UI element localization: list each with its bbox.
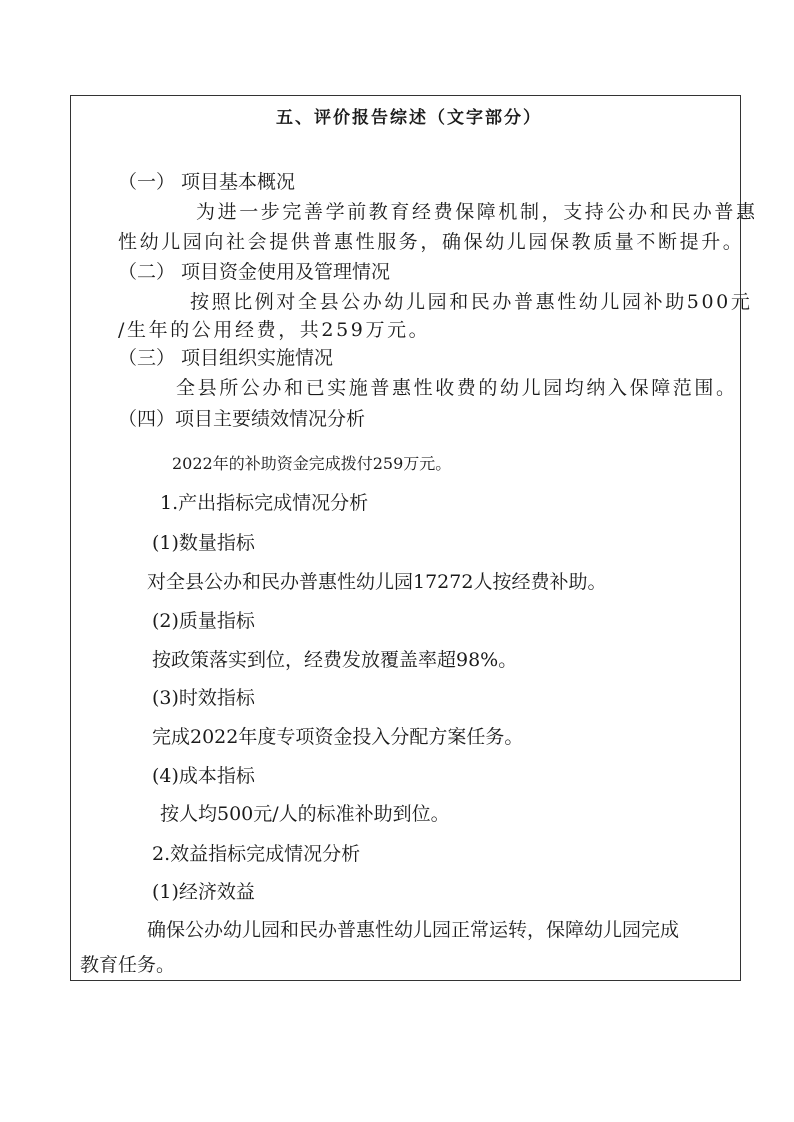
paragraph-implementation: 全县所公办和已实施普惠性收费的幼儿园均纳入保障范围。	[176, 377, 738, 399]
heading-performance: （四）项目主要绩效情况分析	[118, 408, 366, 430]
heading-quality-indicator: (2)质量指标	[152, 610, 255, 632]
text-quality-indicator: 按政策落实到位，经费发放覆盖率超98%。	[152, 649, 518, 671]
paragraph-fund-line2: /生年的公用经费，共259万元。	[118, 319, 431, 341]
heading-quantity-indicator: (1)数量指标	[152, 532, 255, 554]
heading-cost-indicator: (4)成本指标	[152, 765, 255, 787]
heading-fund-usage: （二） 项目资金使用及管理情况	[118, 261, 391, 283]
heading-output-indicators: 1.产出指标完成情况分析	[160, 492, 369, 514]
frame-top-border	[70, 95, 741, 96]
heading-timeliness-indicator: (3)时效指标	[152, 687, 255, 709]
text-timeliness-indicator: 完成2022年度专项资金投入分配方案任务。	[152, 726, 524, 748]
paragraph-economic-line2: 教育任务。	[80, 954, 176, 976]
text-cost-indicator: 按人均500元/人的标准补助到位。	[160, 803, 450, 825]
heading-project-overview: （一） 项目基本概况	[118, 171, 296, 193]
heading-implementation: （三） 项目组织实施情况	[118, 347, 334, 369]
heading-benefit-indicators: 2.效益指标完成情况分析	[152, 843, 361, 865]
paragraph-fund-line1: 按照比例对全县公办幼儿园和民办普惠性幼儿园补助500元	[190, 291, 753, 313]
heading-economic-benefit: (1)经济效益	[152, 881, 255, 903]
text-quantity-indicator: 对全县公办和民办普惠性幼儿园17272人按经费补助。	[147, 571, 607, 593]
paragraph-economic-line1: 确保公办幼儿园和民办普惠性幼儿园正常运转，保障幼儿园完成	[147, 919, 680, 941]
paragraph-payment: 2022年的补助资金完成拨付259万元。	[172, 454, 452, 473]
paragraph-overview-line1: 为进一步完善学前教育经费保障机制，支持公办和民办普惠	[196, 201, 758, 223]
paragraph-overview-line2: 性幼儿园向社会提供普惠性服务，确保幼儿园保教质量不断提升。	[118, 231, 745, 253]
section-title: 五、评价报告综述（文字部分）	[276, 108, 542, 128]
